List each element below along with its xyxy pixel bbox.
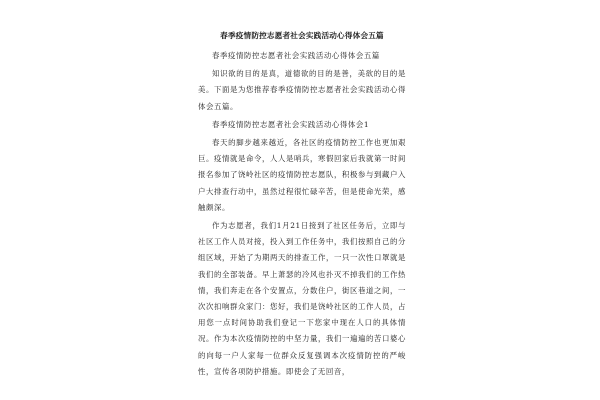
section-heading-1: 春季疫情防控志愿者社会实践活动心得体会1 xyxy=(212,119,370,129)
intro-paragraph: 知识欲的目的是真，道德欲的目的是善，美欲的目的是美。下面是为您推荐春季疫情防控志愿者社会实践活动心得体会五篇。 xyxy=(198,69,406,111)
body-paragraph-2: 作为志愿者，我们1月21日接到了社区任务后，立即与社区工作人员对接，投入到工作任务中，我们按照自己的分组区域，开始了为期两天的排查工作，一只一次性口罩就是我们的全部装备。早上萧瑟的冷风也扑灭不掉我们的工作热情，我们奔走在各个安置点，分数住户，街区巷道之间，一次次扣响群众家门：您好，我们是饶岭社区的工作人员，占用您一点时间协助我们登记一下您家中现在人口的具体情况。作为本次疫情防控的中坚力量，我们一遍遍的苦口婆心的向每一户人家每一位群众反复强调本次疫情防控的严峻性，宣传各项防护措施。即使会了无回音， xyxy=(198,221,406,376)
subtitle-paragraph: 春季疫情防控志愿者社会实践活动心得体会五篇 xyxy=(212,51,380,60)
document-title: 春季疫情防控志愿者社会实践活动心得体会五篇 xyxy=(220,31,384,40)
body-paragraph-1: 春天的脚步越来越近，各社区的疫情防控工作也更加艰巨。疫情就是命令，人人是哨兵，寒假回家后我就第一时间报名参加了饶岭社区的疫情防控志愿队，积极参与到藏户入户大排查行动中，虽然过程很忙碌辛苦，但是使命光荣，感触颇深。 xyxy=(198,138,406,212)
document-page xyxy=(198,30,406,400)
